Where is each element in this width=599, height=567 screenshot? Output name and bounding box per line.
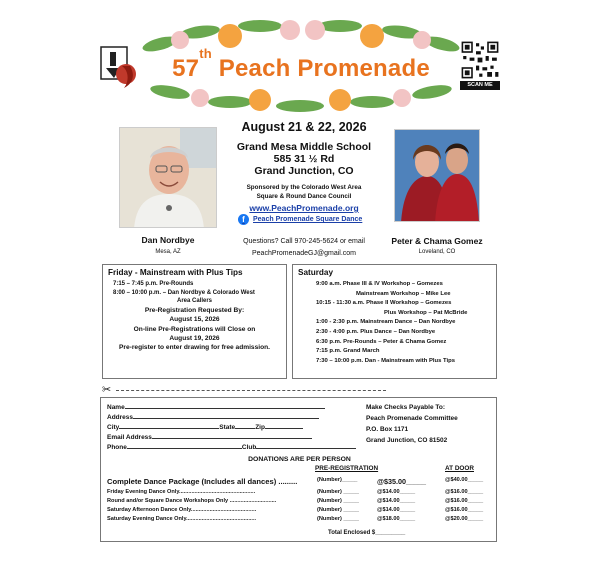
friday-line: 7:15 – 7:45 p.m. Pre-Rounds (113, 281, 194, 287)
caller-name-left: Dan Nordbye (141, 235, 195, 245)
website-link[interactable]: www.PeachPromenade.org (249, 203, 359, 213)
total-enclosed[interactable]: Total Enclosed $_________ (328, 530, 406, 536)
friday-heading: Friday - Mainstream with Plus Tips (108, 268, 243, 277)
city-label: City (107, 424, 120, 431)
payable-city: Grand Junction, CO 81502 (366, 437, 448, 444)
price-row-label: Round and/or Square Dance Workshops Only .............................. (107, 498, 277, 504)
price-row-number[interactable]: (Number) _____ (317, 516, 359, 522)
preregistration-column-header: PRE-REGISTRATION (315, 465, 379, 472)
payable-name: Peach Promenade Committee (366, 415, 458, 422)
name-label: Name (107, 404, 125, 411)
venue-city: Grand Junction, CO (254, 165, 354, 177)
venue-name: Grand Mesa Middle School (236, 141, 372, 153)
saturday-item: Plus Workshop – Pat McBride (384, 309, 468, 316)
zip-label: Zip (255, 424, 265, 431)
registration-form (100, 397, 497, 542)
venue-street: 585 31 ½ Rd (273, 153, 335, 165)
address-label: Address (107, 414, 134, 421)
caller-location-left: Mesa, AZ (155, 249, 181, 255)
phone-label: Phone (107, 444, 127, 451)
saturday-item: 7:30 – 10:00 p.m. Dan - Mainstream with Plus Tips (316, 357, 456, 364)
saturday-item: 6:30 p.m. Pre-Rounds – Peter & Chama Gomez (316, 338, 447, 345)
friday-line: Area Callers (176, 298, 213, 305)
dancers-logo (100, 46, 138, 90)
price-row-door: @$20.00_____ (445, 516, 484, 522)
friday-line: Pre-Registration Requested By: (144, 306, 245, 314)
event-title: 57th Peach Promenade (172, 46, 430, 82)
price-row-number[interactable]: (Number)_____ (317, 477, 358, 483)
price-row-prereg: @$35.00_____ (377, 477, 426, 486)
event-dates: August 21 & 22, 2026 (241, 120, 367, 134)
price-row-prereg: @$14.00_____ (377, 489, 416, 495)
friday-line: 8:00 – 10:00 p.m. – Dan Nordbye & Colorado West (113, 289, 255, 296)
price-row-number[interactable]: (Number) _____ (317, 507, 359, 513)
caller-name-right: Peter & Chama Gomez (391, 236, 483, 246)
friday-schedule (102, 264, 287, 379)
price-row-prereg: @$14.00_____ (377, 498, 416, 504)
price-row-door: @$16.00_____ (445, 498, 484, 504)
sponsor-text (222, 183, 386, 201)
friday-line: Pre-register to enter drawing for free admission. (119, 344, 270, 352)
saturday-item: 9:00 a.m. Phase III & IV Workshop – Gomezes (316, 281, 443, 287)
price-row-prereg: @$14.00_____ (377, 507, 416, 513)
friday-line: August 19, 2026 (169, 335, 220, 342)
phone-club-field[interactable] (107, 442, 356, 453)
saturday-item: Mainstream Workshop – Mike Lee (356, 290, 451, 297)
scan-me-label: SCAN ME (460, 81, 500, 90)
questions-line: Questions? Call 970-245-5624 or email (243, 238, 365, 245)
saturday-item: 2:30 - 4:00 p.m. Plus Dance – Dan Nordbye (316, 328, 436, 335)
price-row-label: Friday Evening Dance Only................................................. (107, 489, 256, 495)
saturday-heading: Saturday (298, 268, 334, 277)
price-row-number[interactable]: (Number) _____ (317, 498, 359, 504)
club-label: Club (241, 444, 257, 451)
price-row-label: Saturday Evening Dance Only............................................. (107, 516, 257, 522)
price-row-door: @$16.00_____ (445, 507, 484, 513)
saturday-item: 10:15 - 11:30 a.m. Phase II Workshop – Gomezes (316, 300, 452, 307)
cut-line-divider (116, 390, 386, 391)
caller-photo-peter-chama-gomez (394, 129, 480, 222)
saturday-item: 1:00 - 2:30 p.m. Mainstream Dance – Dan Nordbye (316, 319, 456, 326)
friday-line: On-line Pre-Registrations will Close on (133, 325, 256, 333)
price-row-label: Complete Dance Package (Includes all dances) ......... (107, 477, 298, 486)
payable-po-box: P.O. Box 1171 (366, 426, 409, 433)
scissors-icon: ✂ (102, 384, 112, 396)
saturday-item: 7:15 p.m. Grand March (316, 348, 380, 355)
qr-code-icon (460, 40, 500, 80)
price-row-door: @$40.00_____ (445, 477, 484, 483)
price-row-prereg: @$18.00_____ (377, 516, 416, 522)
facebook-link[interactable] (238, 214, 362, 225)
contact-email[interactable]: PeachPromenadeGJ@gmail.com (252, 250, 356, 257)
at-door-column-header: AT DOOR (445, 465, 474, 472)
caller-location-right: Loveland, CO (418, 249, 456, 255)
facebook-icon: f (238, 214, 249, 225)
price-row-number[interactable]: (Number) _____ (317, 489, 359, 495)
venue-address (222, 141, 386, 177)
state-label: State (219, 424, 236, 431)
donations-heading: DONATIONS ARE PER PERSON (248, 456, 351, 463)
sponsor-line-1: Sponsored by the Colorado West Area (246, 184, 362, 191)
saturday-schedule (292, 264, 497, 379)
email-label: Email Address (107, 434, 152, 441)
payable-to-label: Make Checks Payable To: (366, 404, 445, 411)
friday-line: August 15, 2026 (169, 316, 220, 324)
caller-photo-dan-nordbye (119, 127, 217, 228)
price-row-label: Saturday Afternoon Dance Only.......................................... (107, 507, 257, 513)
contact-info (222, 236, 386, 260)
price-row-door: @$16.00_____ (445, 489, 484, 495)
sponsor-line-2: Square & Round Dance Council (256, 193, 352, 200)
facebook-link-label: Peach Promenade Square Dance (253, 216, 363, 223)
